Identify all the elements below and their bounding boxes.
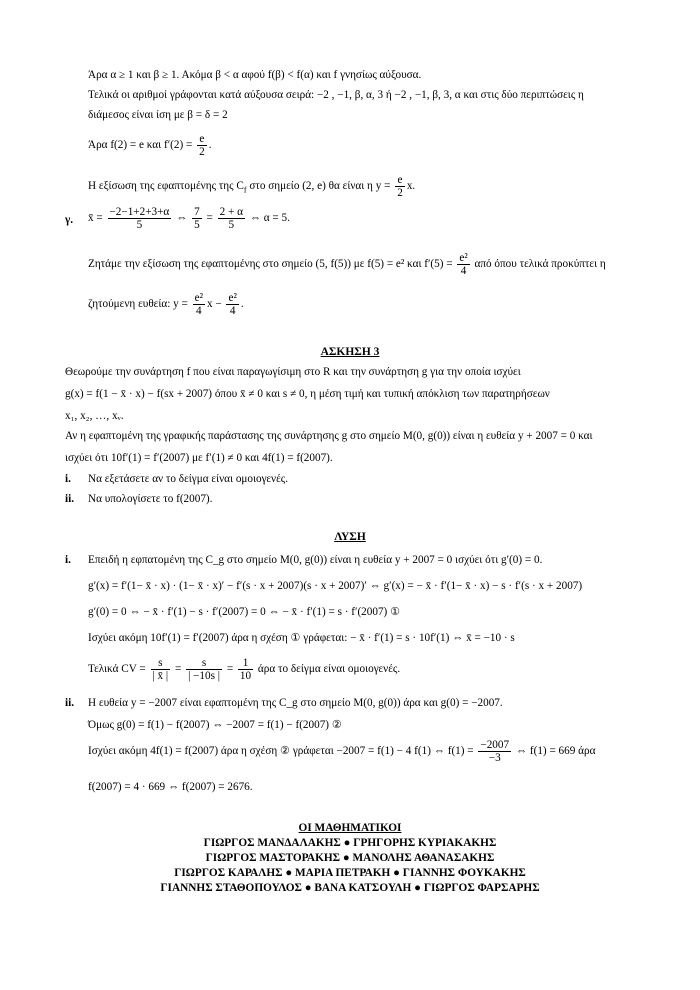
numerator: −2−1+2+3+α: [109, 206, 170, 218]
fraction: [197, 133, 207, 158]
item-marker: γ.: [65, 214, 74, 226]
formula-text: ⇔: [176, 212, 188, 225]
formula-text: Άρα f(2) = e και f′(2) =: [88, 139, 193, 152]
formula-text: .: [240, 298, 244, 311]
fraction: [151, 657, 171, 682]
authors-heading: ΟΙ ΜΑΘΗΜΑΤΙΚΟΙ: [298, 822, 402, 834]
numerator: e: [197, 133, 207, 146]
formula-text: =: [226, 663, 234, 676]
text-line: x₁, x₂, …, xᵥ.: [65, 410, 124, 422]
formula-line: g′(0) = 0 ⇔ − x̄ · f′(1) − s · f′(2007) = 0 ⇔ − x̄ · f′(1) = s · f′(2007) ①: [88, 606, 401, 618]
formula-text: .: [208, 139, 212, 152]
fraction: [478, 739, 511, 764]
item-marker: ii.: [65, 493, 75, 505]
formula-line: [88, 292, 244, 317]
denominator: 4: [460, 265, 467, 277]
formula-line: f(2007) = 4 · 669 ⇔ f(2007) = 2676.: [88, 781, 253, 793]
text-line: g(x) = f(1 − x̄ · x) − f(sx + 2007) όπου x̄ ≠ 0 και s ≠ 0, η μέση τιμή και τυπική απόκλιση των παρατηρήσεων: [65, 388, 550, 400]
numerator: −2007: [480, 739, 510, 751]
authors-line: ΓΙΑΝΝΗΣ ΣΤΑΘΟΠΟΥΛΟΣ ● ΒΑΝΑ ΚΑΤΣΟΥΛΗ ● ΓΙΩΡΓΟΣ ΦΑΡΣΑΡΗΣ: [160, 882, 540, 894]
solution-title: ΛΥΣΗ: [334, 531, 366, 543]
formula-text: από όπου τελικά προκύπτει η: [474, 258, 606, 271]
fraction: [457, 252, 469, 277]
formula-text: ζητούμενη ευθεία: y =: [88, 298, 188, 311]
text-line: διάμεσος είναι ίση με β = δ = 2: [88, 109, 228, 121]
item-marker: i.: [65, 473, 71, 485]
denominator: 2: [199, 146, 205, 158]
fraction: [238, 657, 253, 682]
item-marker: i.: [65, 554, 71, 566]
authors-line: ΓΙΩΡΓΟΣ ΜΑΝΔΑΛΑΚΗΣ ● ΓΡΗΓΟΡΗΣ ΚΥΡΙΑΚΑΚΗΣ: [203, 837, 497, 849]
formula-text: x −: [206, 298, 222, 311]
text-line: Η ευθεία y = −2007 είναι εφαπτομένη της C_g στο σημείο M(0, g(0)) άρα και g(0) = −2007.: [88, 697, 503, 709]
fraction: [192, 206, 202, 231]
denominator: 5: [136, 219, 143, 231]
exercise-title: ΑΣΚΗΣΗ 3: [320, 346, 380, 358]
numerator: e²: [228, 292, 237, 304]
numerator: 2 + α: [219, 206, 243, 218]
fraction: [186, 657, 222, 682]
denominator: | −10s |: [188, 670, 221, 682]
fraction: [395, 174, 405, 199]
numerator: e²: [459, 252, 468, 264]
formula-line: Ισχύει ακόμη 10f′(1) = f′(2007) άρα η σχέση ① γράφεται: − x̄ · f′(1) = s · 10f′(1) ⇔ x̄ = −10 · s: [88, 632, 515, 644]
text-line: Άρα α ≥ 1 και β ≥ 1. Ακόμα β < α αφού f(β) < f(α) και f γνησίως αύξουσα.: [88, 69, 422, 81]
formula-line: [88, 206, 290, 231]
text-line: Θεωρούμε την συνάρτηση f που είναι παραγωγίσιμη στο R και την συνάρτηση g για την οποία ισχύει: [65, 366, 521, 378]
formula-text: =: [206, 212, 213, 225]
numerator: e: [395, 174, 405, 187]
question-text: Να εξετάσετε αν το δείγμα είναι ομοιογενές.: [88, 473, 289, 485]
text-line: Επειδή η εφπατομένη της C_g στο σημείο M(0, g(0)) είναι η ευθεία y + 2007 = 0 ισχύει ότι g′(0) = 0.: [88, 554, 543, 566]
formula-line: [88, 133, 211, 158]
denominator: | x̄ |: [152, 670, 169, 682]
denominator: 2: [397, 187, 403, 199]
subscript: f: [243, 185, 247, 195]
authors-line: ΓΙΩΡΓΟΣ ΜΑΣΤΟΡΑΚΗΣ ● ΜΑΝΟΛΗΣ ΑΘΑΝΑΣΑΚΗΣ: [205, 852, 495, 864]
formula-text: Ισχύει ακόμη 4f(1) = f(2007) άρα η σχέση ② γράφεται −2007 = f(1) − 4 f(1) ⇔ f(1) =: [88, 745, 474, 758]
formula-text: ⇔ α = 5.: [249, 212, 290, 225]
numerator: s: [151, 657, 171, 670]
formula-text: Η εξίσωση της εφαπτομένης της C: [88, 180, 244, 193]
formula-text: Ζητάμε την εξίσωση της εφαπτομένης στο σημείο (5, f(5)) με f(5) = e² και f′(5) =: [88, 258, 453, 271]
numerator: 1: [238, 657, 253, 670]
formula-text: Τελικά CV =: [88, 663, 146, 676]
text-line: Τελικά οι αριθμοί γράφονται κατά αύξουσα σειρά: −2 , −1, β, α, 3 ή −2 , −1, β, 3, α και στις δύο περιπτώσεις η: [88, 89, 584, 101]
numerator: s: [186, 657, 222, 670]
fraction: [193, 292, 205, 317]
denominator: 5: [194, 219, 200, 231]
numerator: 7: [194, 206, 200, 218]
fraction: [108, 206, 172, 231]
formula-text: ⇔ f(1) = 669 άρα: [515, 745, 596, 758]
formula-line: [88, 252, 606, 277]
formula-text: =: [174, 663, 182, 676]
item-marker: ii.: [65, 697, 75, 709]
formula-line: [88, 739, 595, 764]
denominator: −3: [488, 752, 501, 764]
denominator: 5: [228, 219, 235, 231]
formula-line: g′(x) = f′(1− x̄ · x) · (1− x̄ · x)′ − f′(s · x + 2007)(s · x + 2007)′ ⇔ g′(x) = − x̄ · f′(1− x̄ · x) − s · f′(s · x + 2007): [88, 580, 583, 592]
denominator: 4: [229, 305, 236, 317]
numerator: e²: [194, 292, 203, 304]
denominator: 4: [196, 305, 202, 317]
fraction: [218, 206, 245, 231]
formula-text: στο σημείο (2, e) θα είναι η y =: [246, 180, 391, 193]
question-text: Να υπολογίσετε το f(2007).: [88, 493, 213, 505]
formula-text: x̄ =: [88, 212, 103, 225]
formula-text: άρα το δείγμα είναι ομοιογενές.: [257, 663, 401, 676]
text-line: Αν η εφαπτομένη της γραφικής παράστασης της συνάρτησης g στο σημείο M(0, g(0)) είναι η ευθεία y + 2007 = 0 και: [65, 430, 593, 442]
denominator: 10: [239, 670, 252, 682]
authors-line: ΓΙΩΡΓΟΣ ΚΑΡΑΛΗΣ ● ΜΑΡΙΑ ΠΕΤΡΑΚΗ ● ΓΙΑΝΝΗΣ ΦΟΥΚΑΚΗΣ: [174, 867, 526, 879]
fraction: [226, 292, 238, 317]
formula-line: [88, 174, 415, 199]
formula-text: x.: [406, 180, 416, 193]
formula-line: [88, 657, 400, 682]
text-line: ισχύει ότι 10f′(1) = f′(2007) με f′(1) ≠ 0 και 4f(1) = f(2007).: [65, 452, 333, 464]
text-line: Όμως g(0) = f(1) − f(2007) ⇔ −2007 = f(1) − f(2007) ②: [88, 719, 342, 731]
